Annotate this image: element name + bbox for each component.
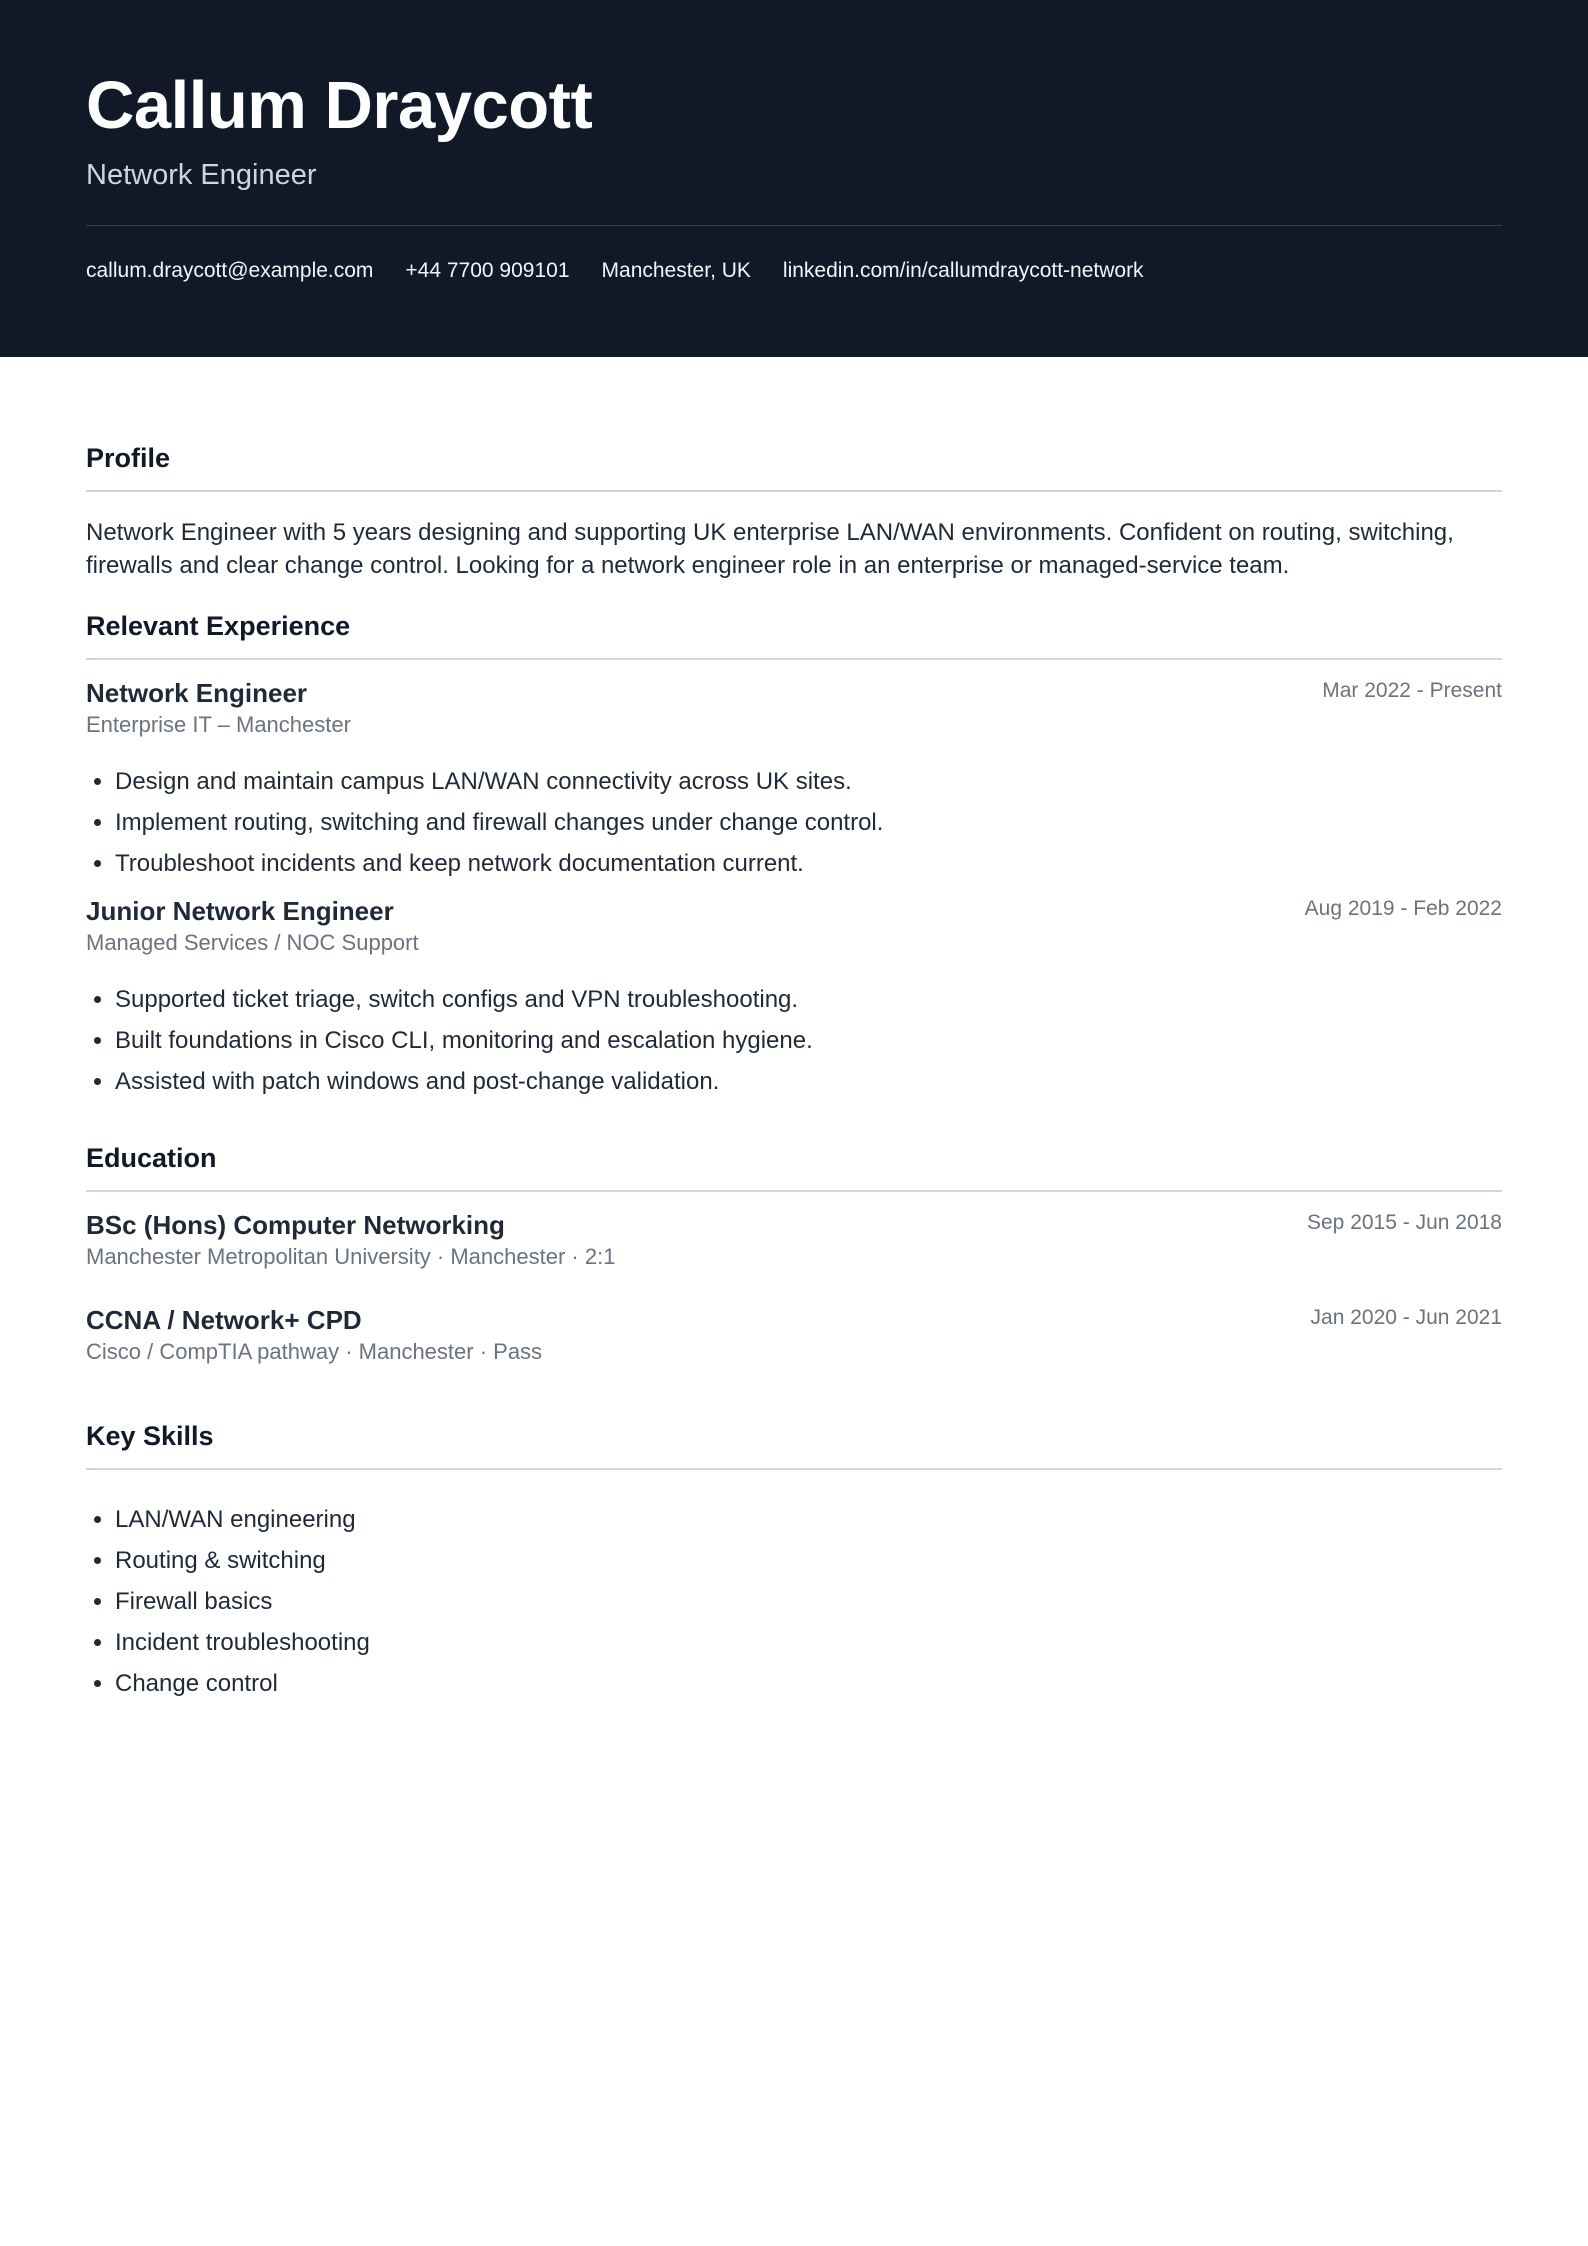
job-company: Enterprise IT – Manchester bbox=[86, 712, 351, 737]
contact-linkedin[interactable]: linkedin.com/in/callumdraycott-network bbox=[782, 259, 1144, 282]
education-entry bbox=[86, 1303, 1502, 1367]
job-bullets bbox=[86, 761, 1502, 884]
education-heading: Education bbox=[86, 1140, 1502, 1192]
job-bullet: • Troubleshoot incidents and keep network documentation current. bbox=[115, 843, 1502, 884]
resume-header bbox=[0, 0, 1588, 357]
job-bullet: • Design and maintain campus LAN/WAN connectivity across UK sites. bbox=[115, 761, 1502, 802]
skill-item: • Routing & switching bbox=[115, 1540, 1502, 1581]
job-bullet: • Implement routing, switching and firewall changes under change control. bbox=[115, 802, 1502, 843]
candidate-role: Network Engineer bbox=[86, 159, 317, 191]
degree-title: CCNA / Network+ CPD bbox=[86, 1305, 362, 1335]
contact-bar bbox=[86, 257, 1502, 285]
contact-email[interactable]: callum.draycott@example.com bbox=[86, 259, 374, 282]
entry-header bbox=[86, 676, 1502, 710]
candidate-name: Callum Draycott bbox=[86, 68, 593, 143]
skill-item: • Incident troubleshooting bbox=[115, 1622, 1502, 1663]
skill-item: • Change control bbox=[115, 1663, 1502, 1704]
job-bullet: • Built foundations in Cisco CLI, monitoring and escalation hygiene. bbox=[115, 1020, 1502, 1061]
entry-header bbox=[86, 894, 1502, 928]
resume-body bbox=[0, 357, 1588, 1704]
contact-location: Manchester, UK bbox=[601, 259, 751, 282]
education-entry bbox=[86, 1208, 1502, 1272]
degree-dates: Jan 2020 - Jun 2021 bbox=[1310, 1306, 1502, 1329]
degree-dates: Sep 2015 - Jun 2018 bbox=[1307, 1211, 1502, 1234]
profile-section bbox=[86, 357, 1502, 582]
entry-header bbox=[86, 1303, 1502, 1337]
experience-entry bbox=[86, 676, 1502, 884]
degree-details: Manchester Metropolitan University · Manchester · 2:1 bbox=[86, 1244, 616, 1269]
job-company: Managed Services / NOC Support bbox=[86, 930, 419, 955]
education-section bbox=[86, 1140, 1502, 1367]
experience-section bbox=[86, 608, 1502, 1102]
profile-heading: Profile bbox=[86, 440, 1502, 492]
degree-title: BSc (Hons) Computer Networking bbox=[86, 1210, 505, 1240]
job-title: Network Engineer bbox=[86, 678, 308, 708]
job-dates: Mar 2022 - Present bbox=[1322, 679, 1502, 702]
skill-item: • LAN/WAN engineering bbox=[115, 1499, 1502, 1540]
job-bullet: • Assisted with patch windows and post-change validation. bbox=[115, 1061, 1502, 1102]
profile-summary: Network Engineer with 5 years designing and supporting UK enterprise LAN/WAN environments. Confident on routing, switching, firewalls and clear change control. Looking for a network engineer role in an enterprise or managed-service team. bbox=[86, 519, 1454, 579]
skills-section bbox=[86, 1418, 1502, 1704]
contact-phone[interactable]: +44 7700 909101 bbox=[405, 259, 570, 282]
job-title: Junior Network Engineer bbox=[86, 896, 394, 926]
experience-entry bbox=[86, 894, 1502, 1102]
degree-details: Cisco / CompTIA pathway · Manchester · Pass bbox=[86, 1339, 543, 1364]
header-divider bbox=[86, 225, 1502, 226]
experience-heading: Relevant Experience bbox=[86, 608, 1502, 660]
job-bullets bbox=[86, 979, 1502, 1102]
skills-heading: Key Skills bbox=[86, 1418, 1502, 1470]
job-dates: Aug 2019 - Feb 2022 bbox=[1304, 897, 1502, 920]
entry-header bbox=[86, 1208, 1502, 1242]
skills-list bbox=[86, 1499, 1502, 1704]
job-bullet: • Supported ticket triage, switch configs and VPN troubleshooting. bbox=[115, 979, 1502, 1020]
skill-item: • Firewall basics bbox=[115, 1581, 1502, 1622]
